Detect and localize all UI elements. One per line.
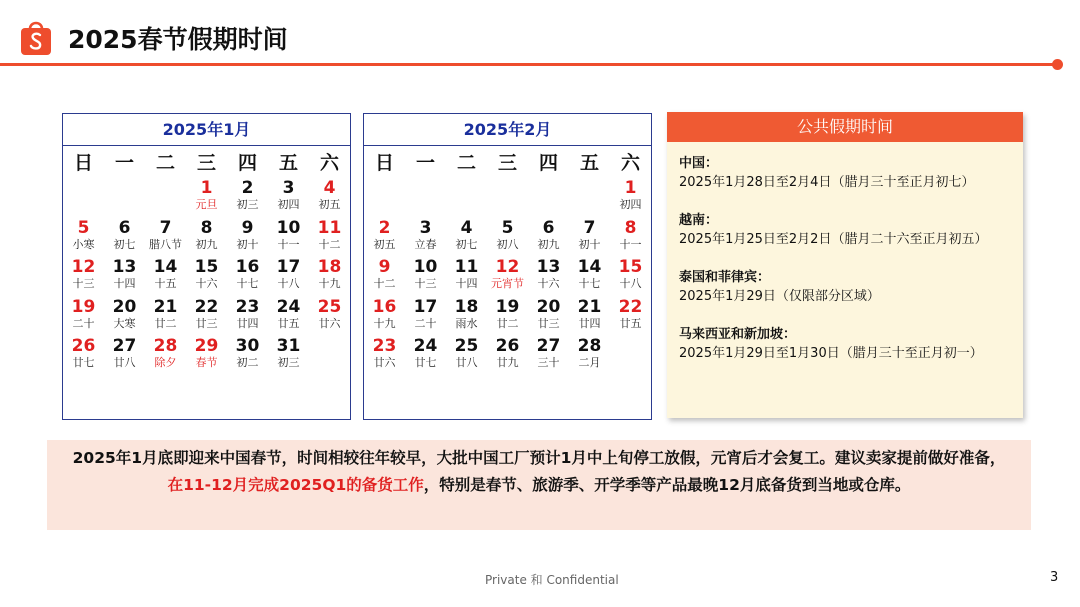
calendar-day — [446, 297, 487, 337]
day-number: 9 — [378, 257, 391, 277]
day-number: 16 — [372, 296, 397, 317]
lunar-date: 初三 — [236, 198, 259, 211]
lunar-date: 初七 — [113, 237, 136, 251]
day-number: 4 — [323, 178, 336, 198]
lunar-date: 廿七 — [72, 356, 95, 369]
calendar-january — [62, 113, 351, 420]
calendar-day — [364, 336, 405, 376]
calendar-day — [145, 178, 186, 218]
calendar-day — [145, 297, 186, 337]
lunar-date: 廿四 — [236, 316, 259, 330]
calendar-grid — [364, 148, 651, 376]
public-holiday-header: 公共假期时间 — [667, 112, 1023, 142]
day-number: 1 — [624, 178, 637, 198]
header-divider — [0, 63, 1056, 66]
lunar-date: 十七 — [578, 277, 601, 290]
day-number: 16 — [235, 257, 260, 277]
weekday-label: 一 — [415, 152, 435, 174]
day-number: 24 — [413, 336, 438, 356]
day-number: 4 — [460, 217, 473, 238]
lunar-date: 初三 — [277, 356, 300, 369]
holiday-dates: 2025年1月29日（仅限部分区域） — [679, 289, 880, 304]
calendar-day — [487, 336, 528, 376]
calendar-week — [63, 218, 350, 258]
calendar-february — [363, 113, 652, 420]
calendar-day — [610, 178, 651, 218]
holiday-item — [679, 325, 1023, 363]
calendar-week — [364, 218, 651, 258]
calendar-day — [104, 257, 145, 297]
day-number: 12 — [495, 257, 520, 277]
lunar-date: 初二 — [236, 356, 259, 369]
weekday-label: 三 — [196, 152, 216, 174]
weekday-label: 四 — [237, 152, 257, 174]
day-number: 27 — [536, 336, 561, 356]
lunar-date: 十六 — [537, 277, 560, 290]
shopee-logo — [20, 18, 52, 56]
lunar-date: 小寒 — [72, 237, 95, 251]
day-number: 10 — [413, 257, 438, 277]
calendar-day — [364, 178, 405, 218]
lunar-date: 元宵节 — [491, 277, 524, 290]
lunar-date: 初五 — [373, 237, 396, 251]
calendar-day — [446, 336, 487, 376]
day-number: 22 — [194, 296, 219, 317]
weekday-label: 日 — [374, 152, 394, 174]
calendar-day — [309, 336, 350, 376]
calendar-day — [227, 297, 268, 337]
lunar-date: 初九 — [195, 237, 218, 251]
day-number: 15 — [194, 257, 219, 277]
calendar-week — [364, 297, 651, 337]
calendar-day — [610, 336, 651, 376]
lunar-date: 十七 — [236, 277, 259, 290]
calendar-day — [145, 257, 186, 297]
weekday-label: 日 — [73, 152, 93, 174]
day-number: 2 — [378, 217, 391, 238]
lunar-date: 二十 — [72, 316, 95, 330]
day-number: 3 — [419, 217, 432, 238]
day-number: 6 — [542, 217, 555, 238]
day-number: 18 — [317, 257, 342, 277]
page-title: 2025春节假期时间 — [68, 25, 288, 54]
lunar-date: 十九 — [318, 277, 341, 290]
lunar-date: 除夕 — [154, 356, 177, 369]
calendar-day — [528, 218, 569, 258]
calendar-day — [63, 218, 104, 258]
day-number: 11 — [454, 257, 479, 277]
calendar-day — [104, 178, 145, 218]
holiday-country: 马来西亚和新加坡： — [679, 327, 797, 342]
calendar-month-header: 2025年1月 — [63, 114, 350, 146]
calendar-day — [309, 297, 350, 337]
lunar-date: 十八 — [277, 277, 300, 290]
day-number: 20 — [536, 296, 561, 317]
day-number: 9 — [241, 217, 254, 238]
calendar-day — [268, 218, 309, 258]
weekday-label: 四 — [538, 152, 558, 174]
calendar-week — [63, 178, 350, 218]
calendar-day — [405, 178, 446, 218]
calendar-day — [186, 218, 227, 258]
day-number: 25 — [317, 296, 342, 317]
calendar-day — [487, 257, 528, 297]
calendar-week — [364, 178, 651, 218]
day-number: 11 — [317, 217, 342, 238]
lunar-date: 十一 — [277, 237, 300, 251]
calendar-day — [268, 297, 309, 337]
lunar-date: 廿三 — [537, 316, 560, 330]
day-number: 1 — [200, 178, 213, 198]
lunar-date: 十四 — [113, 277, 136, 290]
calendar-grid — [63, 148, 350, 376]
day-number: 17 — [413, 296, 438, 317]
day-number: 27 — [112, 336, 137, 356]
calendar-day — [405, 336, 446, 376]
holiday-dates: 2025年1月28日至2月4日（腊月三十至正月初七） — [679, 175, 975, 190]
calendar-day — [63, 297, 104, 337]
calendar-day — [610, 257, 651, 297]
calendar-day — [104, 336, 145, 376]
lunar-date: 廿五 — [277, 316, 300, 330]
lunar-date: 腊八节 — [149, 237, 182, 251]
day-number: 7 — [159, 217, 172, 238]
lunar-date: 廿五 — [619, 316, 642, 330]
day-number: 7 — [583, 217, 596, 238]
lunar-date: 初八 — [496, 237, 519, 251]
calendar-day — [569, 336, 610, 376]
day-number: 19 — [495, 296, 520, 317]
calendar-day — [528, 257, 569, 297]
lunar-date: 三十 — [537, 356, 560, 369]
lunar-date: 十三 — [72, 277, 95, 290]
day-number: 21 — [577, 296, 602, 317]
holiday-list — [667, 142, 1023, 363]
calendar-week — [63, 297, 350, 337]
lunar-date: 初四 — [277, 198, 300, 211]
calendar-day — [309, 257, 350, 297]
day-number: 21 — [153, 296, 178, 317]
calendar-day — [364, 257, 405, 297]
calendar-day — [487, 178, 528, 218]
calendar-week — [364, 257, 651, 297]
day-number: 15 — [618, 257, 643, 277]
lunar-date: 二十 — [414, 316, 437, 330]
day-number: 18 — [454, 296, 479, 317]
day-number: 8 — [200, 217, 213, 238]
calendar-day — [104, 297, 145, 337]
holiday-item — [679, 154, 1023, 192]
lunar-date: 大寒 — [113, 316, 136, 330]
header-divider-dot — [1052, 59, 1063, 70]
lunar-date: 十六 — [195, 277, 218, 290]
calendar-day — [569, 257, 610, 297]
day-number: 12 — [71, 257, 96, 277]
calendar-day — [186, 257, 227, 297]
calendar-day — [63, 257, 104, 297]
lunar-date: 立春 — [414, 237, 437, 251]
footer-confidential: Private 和 Confidential — [485, 573, 619, 587]
calendar-day — [487, 297, 528, 337]
holiday-country: 中国： — [679, 156, 719, 171]
stocking-advice-notice — [47, 440, 1031, 530]
calendar-day — [145, 218, 186, 258]
calendar-day — [309, 218, 350, 258]
calendar-day — [268, 178, 309, 218]
day-number: 23 — [235, 296, 260, 317]
day-number: 26 — [71, 336, 96, 356]
lunar-date: 十二 — [318, 237, 341, 251]
calendar-day — [268, 336, 309, 376]
calendar-day — [487, 218, 528, 258]
lunar-date: 春节 — [195, 356, 218, 369]
day-number: 26 — [495, 336, 520, 356]
day-number: 24 — [276, 296, 301, 317]
day-number: 14 — [153, 257, 178, 277]
weekday-label: 三 — [497, 152, 517, 174]
calendar-day — [528, 297, 569, 337]
calendar-day — [446, 178, 487, 218]
day-number: 17 — [276, 257, 301, 277]
calendar-day — [528, 178, 569, 218]
lunar-date: 廿三 — [195, 316, 218, 330]
lunar-date: 廿六 — [373, 356, 396, 369]
lunar-date: 廿八 — [455, 356, 478, 369]
lunar-date: 初五 — [318, 198, 341, 211]
lunar-date: 雨水 — [455, 316, 478, 330]
calendar-day — [405, 257, 446, 297]
calendar-day — [227, 336, 268, 376]
day-number: 13 — [112, 257, 137, 277]
calendar-day — [186, 297, 227, 337]
lunar-date: 初七 — [455, 237, 478, 251]
lunar-date: 十四 — [455, 277, 478, 290]
day-number: 20 — [112, 296, 137, 317]
day-number: 23 — [372, 336, 397, 356]
holiday-item — [679, 211, 1023, 249]
weekday-row — [63, 148, 350, 178]
calendar-day — [405, 297, 446, 337]
day-number: 8 — [624, 217, 637, 238]
calendar-day — [610, 218, 651, 258]
lunar-date: 十五 — [154, 277, 177, 290]
page-number: 3 — [1050, 570, 1059, 585]
calendar-day — [446, 218, 487, 258]
day-number: 3 — [282, 178, 295, 198]
day-number: 13 — [536, 257, 561, 277]
weekday-label: 一 — [114, 152, 134, 174]
public-holiday-panel — [667, 112, 1023, 418]
lunar-date: 元旦 — [195, 198, 218, 211]
calendar-day — [186, 336, 227, 376]
lunar-date: 十三 — [414, 277, 437, 290]
weekday-label: 二 — [155, 152, 175, 174]
calendar-day — [145, 336, 186, 376]
weekday-label: 五 — [278, 152, 298, 174]
holiday-country: 越南： — [679, 213, 719, 228]
calendar-day — [569, 297, 610, 337]
lunar-date: 廿二 — [496, 316, 519, 330]
notice-text: 2025年1月底即迎来中国春节，时间相较往年较早，大批中国工厂预计1月中上旬停工放假，元宵后才会复工。建议卖家提前做好准备， — [72, 449, 1006, 467]
calendar-week — [63, 257, 350, 297]
day-number: 25 — [454, 336, 479, 356]
weekday-label: 二 — [456, 152, 476, 174]
weekday-row — [364, 148, 651, 178]
holiday-country: 泰国和菲律宾： — [679, 270, 771, 285]
lunar-date: 初四 — [619, 198, 642, 211]
calendar-day — [569, 178, 610, 218]
calendar-day — [446, 257, 487, 297]
calendar-week — [63, 336, 350, 376]
notice-highlight: 在11-12月完成2025Q1的备货工作 — [167, 476, 424, 494]
day-number: 6 — [118, 217, 131, 238]
day-number: 31 — [276, 336, 301, 356]
lunar-date: 十二 — [373, 277, 396, 290]
weekday-label: 六 — [620, 152, 640, 174]
calendar-day — [227, 178, 268, 218]
weekday-label: 六 — [319, 152, 339, 174]
day-number: 5 — [77, 217, 90, 238]
day-number: 5 — [501, 217, 514, 238]
weekday-label: 五 — [579, 152, 599, 174]
day-number: 2 — [241, 178, 254, 198]
lunar-date: 廿四 — [578, 316, 601, 330]
holiday-dates: 2025年1月25日至2月2日（腊月二十六至正月初五） — [679, 232, 988, 247]
day-number: 14 — [577, 257, 602, 277]
calendar-day — [610, 297, 651, 337]
calendar-day — [63, 178, 104, 218]
lunar-date: 初十 — [578, 237, 601, 251]
calendar-day — [364, 218, 405, 258]
calendar-month-header: 2025年2月 — [364, 114, 651, 146]
lunar-date: 廿九 — [496, 356, 519, 369]
lunar-date: 廿七 — [414, 356, 437, 369]
day-number: 28 — [577, 336, 602, 356]
lunar-date: 十一 — [619, 237, 642, 251]
calendar-day — [528, 336, 569, 376]
lunar-date: 十八 — [619, 277, 642, 290]
holiday-dates: 2025年1月29日至1月30日（腊月三十至正月初一） — [679, 346, 983, 361]
lunar-date: 廿二 — [154, 316, 177, 330]
calendar-day — [227, 257, 268, 297]
lunar-date: 初十 — [236, 237, 259, 251]
calendar-day — [63, 336, 104, 376]
day-number: 28 — [153, 336, 178, 356]
day-number: 19 — [71, 296, 96, 317]
calendar-day — [227, 218, 268, 258]
day-number: 30 — [235, 336, 260, 356]
calendar-week — [364, 336, 651, 376]
calendar-day — [104, 218, 145, 258]
calendar-day — [405, 218, 446, 258]
calendar-day — [186, 178, 227, 218]
lunar-date: 十九 — [373, 316, 396, 330]
calendar-day — [569, 218, 610, 258]
notice-text-end: ，特别是春节、旅游季、开学季等产品最晚12月底备货到当地或仓库。 — [423, 476, 911, 494]
calendar-day — [268, 257, 309, 297]
lunar-date: 廿六 — [318, 316, 341, 330]
day-number: 22 — [618, 296, 643, 317]
day-number: 10 — [276, 217, 301, 238]
lunar-date: 二月 — [578, 356, 601, 369]
lunar-date: 廿八 — [113, 356, 136, 369]
holiday-item — [679, 268, 1023, 306]
calendar-day — [364, 297, 405, 337]
lunar-date: 初九 — [537, 237, 560, 251]
calendar-day — [309, 178, 350, 218]
day-number: 29 — [194, 336, 219, 356]
